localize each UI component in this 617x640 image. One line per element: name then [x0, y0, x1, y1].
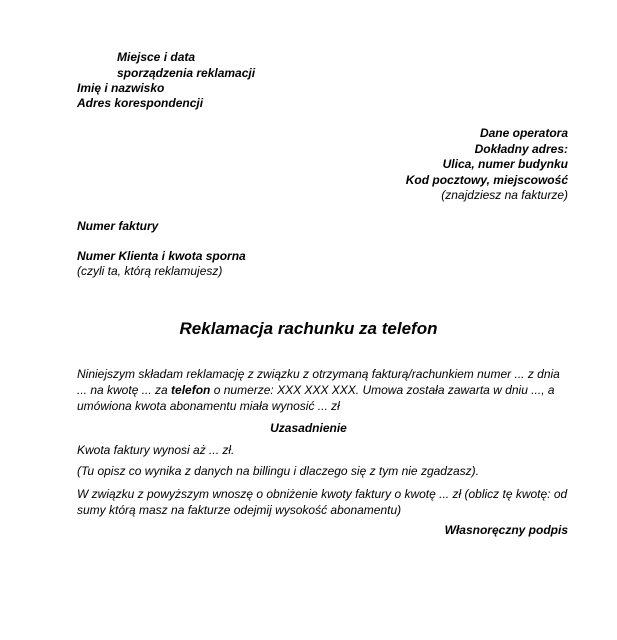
client-number-label: Numer Klienta i kwota sporna — [77, 249, 246, 263]
p1-text-before: Niniejszym składam reklamację z związku z otrzymaną fakturą/rachunkiem numer ... z dnia ... na kwotę ... za — [77, 367, 560, 397]
place-date-line1: Miejsce i data — [117, 50, 196, 64]
body-paragraph-2: Kwota faktury wynosi aż ... zł. — [77, 443, 235, 457]
document-title: Reklamacja rachunku za telefon — [179, 319, 438, 338]
signature-label: Własnoręczny podpis — [444, 523, 568, 537]
operator-note: (znajdziesz na fakturze) — [441, 188, 568, 202]
p1-text-after: o numerze: XXX XXX XXX. Umowa została zawarta w dniu ..., a umówiona kwota abonamentu miała wynosić ... zł — [77, 383, 555, 413]
body-paragraph-4: W związku z powyższym wnoszę o obniżenie kwoty faktury o kwotę ... zł (oblicz tę kwotę: od sumy którą masz na fakturze odejmij wysokość abonamentu) — [77, 487, 568, 517]
operator-line1: Dane operatora — [479, 126, 568, 140]
client-number-note: (czyli ta, którą reklamujesz) — [77, 264, 223, 278]
operator-line2: Dokładny adres: — [474, 142, 568, 156]
sender-name: Imię i nazwisko — [77, 81, 165, 95]
sender-address: Adres korespondencji — [77, 96, 204, 110]
body-paragraph-1 — [77, 366, 572, 414]
operator-line3: Ulica, numer budynku — [442, 157, 568, 171]
place-date-line2: sporządzenia reklamacji — [117, 66, 256, 80]
body-paragraph-3: (Tu opisz co wynika z danych na billingu i dlaczego się z tym nie zgadzasz). — [77, 464, 479, 478]
invoice-number-label: Numer faktury — [77, 219, 159, 233]
justification-heading: Uzasadnienie — [270, 421, 347, 435]
p1-bold-phone: telefon — [171, 383, 211, 397]
operator-line4: Kod pocztowy, miejscowość — [405, 173, 568, 187]
